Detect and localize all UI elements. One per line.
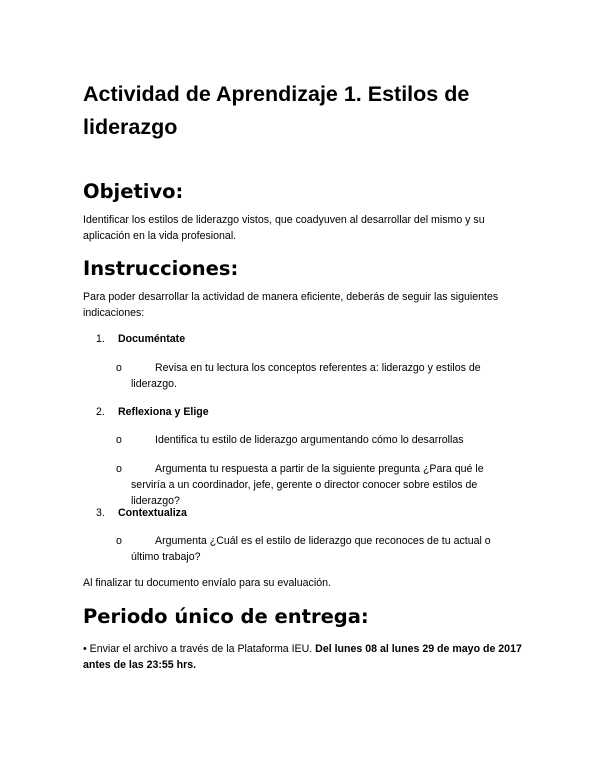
instrucciones-heading: Instrucciones: — [83, 257, 239, 280]
step-title: Contextualiza — [118, 507, 187, 519]
entrega-prefix: • Enviar el archivo a través de la Plataforma IEU. — [83, 643, 316, 655]
objetivo-heading: Objetivo: — [83, 180, 184, 203]
step-item: Argumenta ¿Cuál es el estilo de liderazgo que reconoces de tu actual o último trabajo? — [131, 535, 491, 563]
step-bullet: o — [116, 463, 122, 475]
step-number: 3. — [96, 507, 105, 519]
step-title: Documéntate — [118, 333, 186, 345]
instrucciones-intro: Para poder desarrollar la actividad de manera eficiente, deberás de seguir las siguientes indicaciones: — [83, 291, 499, 319]
step-item: Revisa en tu lectura los conceptos referentes a: liderazgo y estilos de liderazgo. — [131, 362, 481, 390]
step-number: 2. — [96, 406, 105, 418]
step-bullet: o — [116, 535, 122, 547]
step-bullet: o — [116, 362, 122, 374]
step-item: Argumenta tu respuesta a partir de la siguiente pregunta ¿Para qué le serviría a un coordinador, jefe, gerente o director conocer sobre estilos de liderazgo? — [131, 463, 484, 507]
entrega-text — [83, 641, 523, 673]
step-bullet: o — [116, 434, 122, 446]
step-item: Identifica tu estilo de liderazgo argumentando cómo lo desarrollas — [155, 434, 464, 446]
objetivo-text: Identificar los estilos de liderazgo vistos, que coadyuven al desarrollar del mismo y su aplicación en la vida profesional. — [83, 214, 485, 242]
entrega-heading: Periodo único de entrega: — [83, 605, 369, 628]
closing-text: Al finalizar tu documento envíalo para su evaluación. — [83, 577, 331, 589]
step-number: 1. — [96, 333, 105, 345]
document-title: Actividad de Aprendizaje 1. Estilos de liderazgo — [83, 82, 470, 139]
step-title: Reflexiona y Elige — [118, 406, 209, 418]
entrega-deadline: Del lunes 08 al lunes 29 de mayo de 2017 antes de las 23:55 hrs. — [83, 643, 522, 671]
